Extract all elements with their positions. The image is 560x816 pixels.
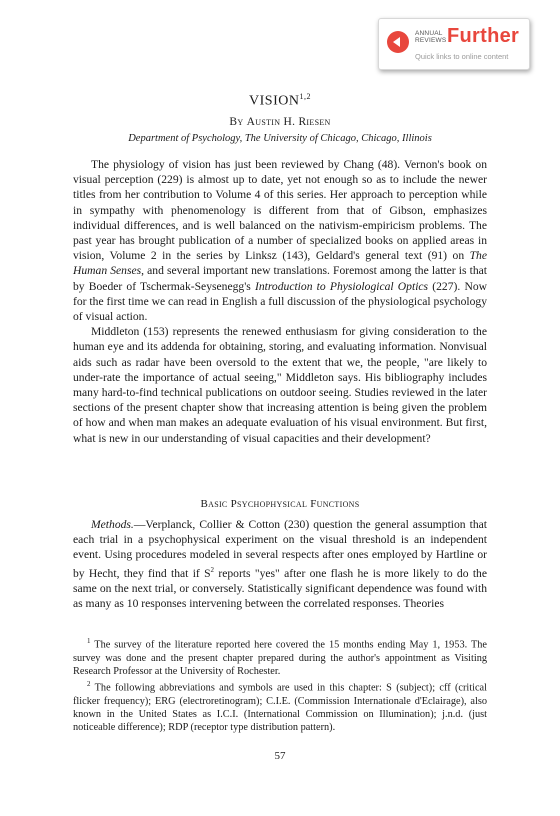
methods-body	[73, 517, 487, 611]
further-label: Further	[447, 25, 520, 47]
paragraph-2: Middleton (153) represents the renewed enthusiasm for giving consideration to the human eye and its addenda for obtaining, storing, and evaluating information. Nonvisual aids such as radar have been oversold to the extent that we, the people, "are likely to under-rate the importance of actual seeing," Middleton says. His bibliography includes many hard-to-find technical publications on outdoor seeing. Studies reviewed in the later sections of the present chapter show that increasing attention is being given the problem of how and when man makes an adequate evaluation of his visual environment. But first, what is new in our understanding of visual capacities and their development?	[73, 325, 487, 445]
page-number: 57	[274, 750, 286, 762]
further-badge[interactable]	[378, 18, 530, 70]
footnotes	[73, 635, 487, 734]
paragraph-1: The physiology of vision has just been reviewed by Chang (48). Vernon's book on visual perception (229) is almost up to date, yet not enough so as to include the newer titles from her contribution to Volume 4 of this series. Her approach to perception while in sympathy with phenomenology is different from that of Gibson, emphasizes individual differences, and is well balanced on the nativism-empiricism problems. The past year has brought publication of a number of specialized books on applied areas in vision, Volume 2 in the series by Linksz (143), Geldard's general text (91) on The Human Senses, and several important new translations. Foremost among the latter is that by Boeder of Tschermak-Seysenegg's Introduction to Physiological Optics (227). Now for the first time we can read in English a full discussion of the physiological psychology of visual action.	[73, 158, 487, 324]
footnote-2: $^2$ The following abbreviations and symbols are used in this chapter: S (subject); cff (critical flicker frequency); ERG (electroretinogram); C.I.E. (Commission Internationale d'Eclairage), also known in the United States as I.C.I. (International Commission on Illumination); j.n.d. (just noticeable difference); RDP (receptor type distribution pattern).	[73, 680, 487, 734]
intro-body	[73, 157, 487, 446]
paragraph-3: Methods.—Verplanck, Collier & Cotton (230) question the general assumption that each trial in a psychophysical experiment on the visual threshold is an independent event. Using procedures modeled in several respects after ones employed by Hartline or by Hecht, they find that if $S^2$ reports "yes" after one flash he is more likely to do the same on the next trial, or conversely. Statistically significant dependence was found with as many as 10 responses intervening between the correlated responses. Theories	[73, 518, 487, 610]
author-name: Austin H. Riesen	[246, 116, 331, 128]
article-title: VISION$^{1,2}$	[249, 92, 311, 109]
section-heading: Basic Psychophysical Functions	[200, 498, 360, 510]
annual-reviews-logo: ANNUAL REVIEWS	[415, 30, 447, 44]
footnote-1: $^1$ The survey of the literature reported here covered the 15 months ending May 1, 1953. The survey was done and the present chapter prepared during the author's appointment as Visiting Research Professor at the University of Rochester.	[73, 637, 487, 677]
quick-links-text: Quick links to online content	[415, 52, 509, 61]
affiliation: Department of Psychology, The University of Chicago, Chicago, Illinois	[128, 133, 432, 144]
play-icon	[387, 31, 409, 53]
author-line: By Austin H. Riesen	[229, 116, 331, 128]
